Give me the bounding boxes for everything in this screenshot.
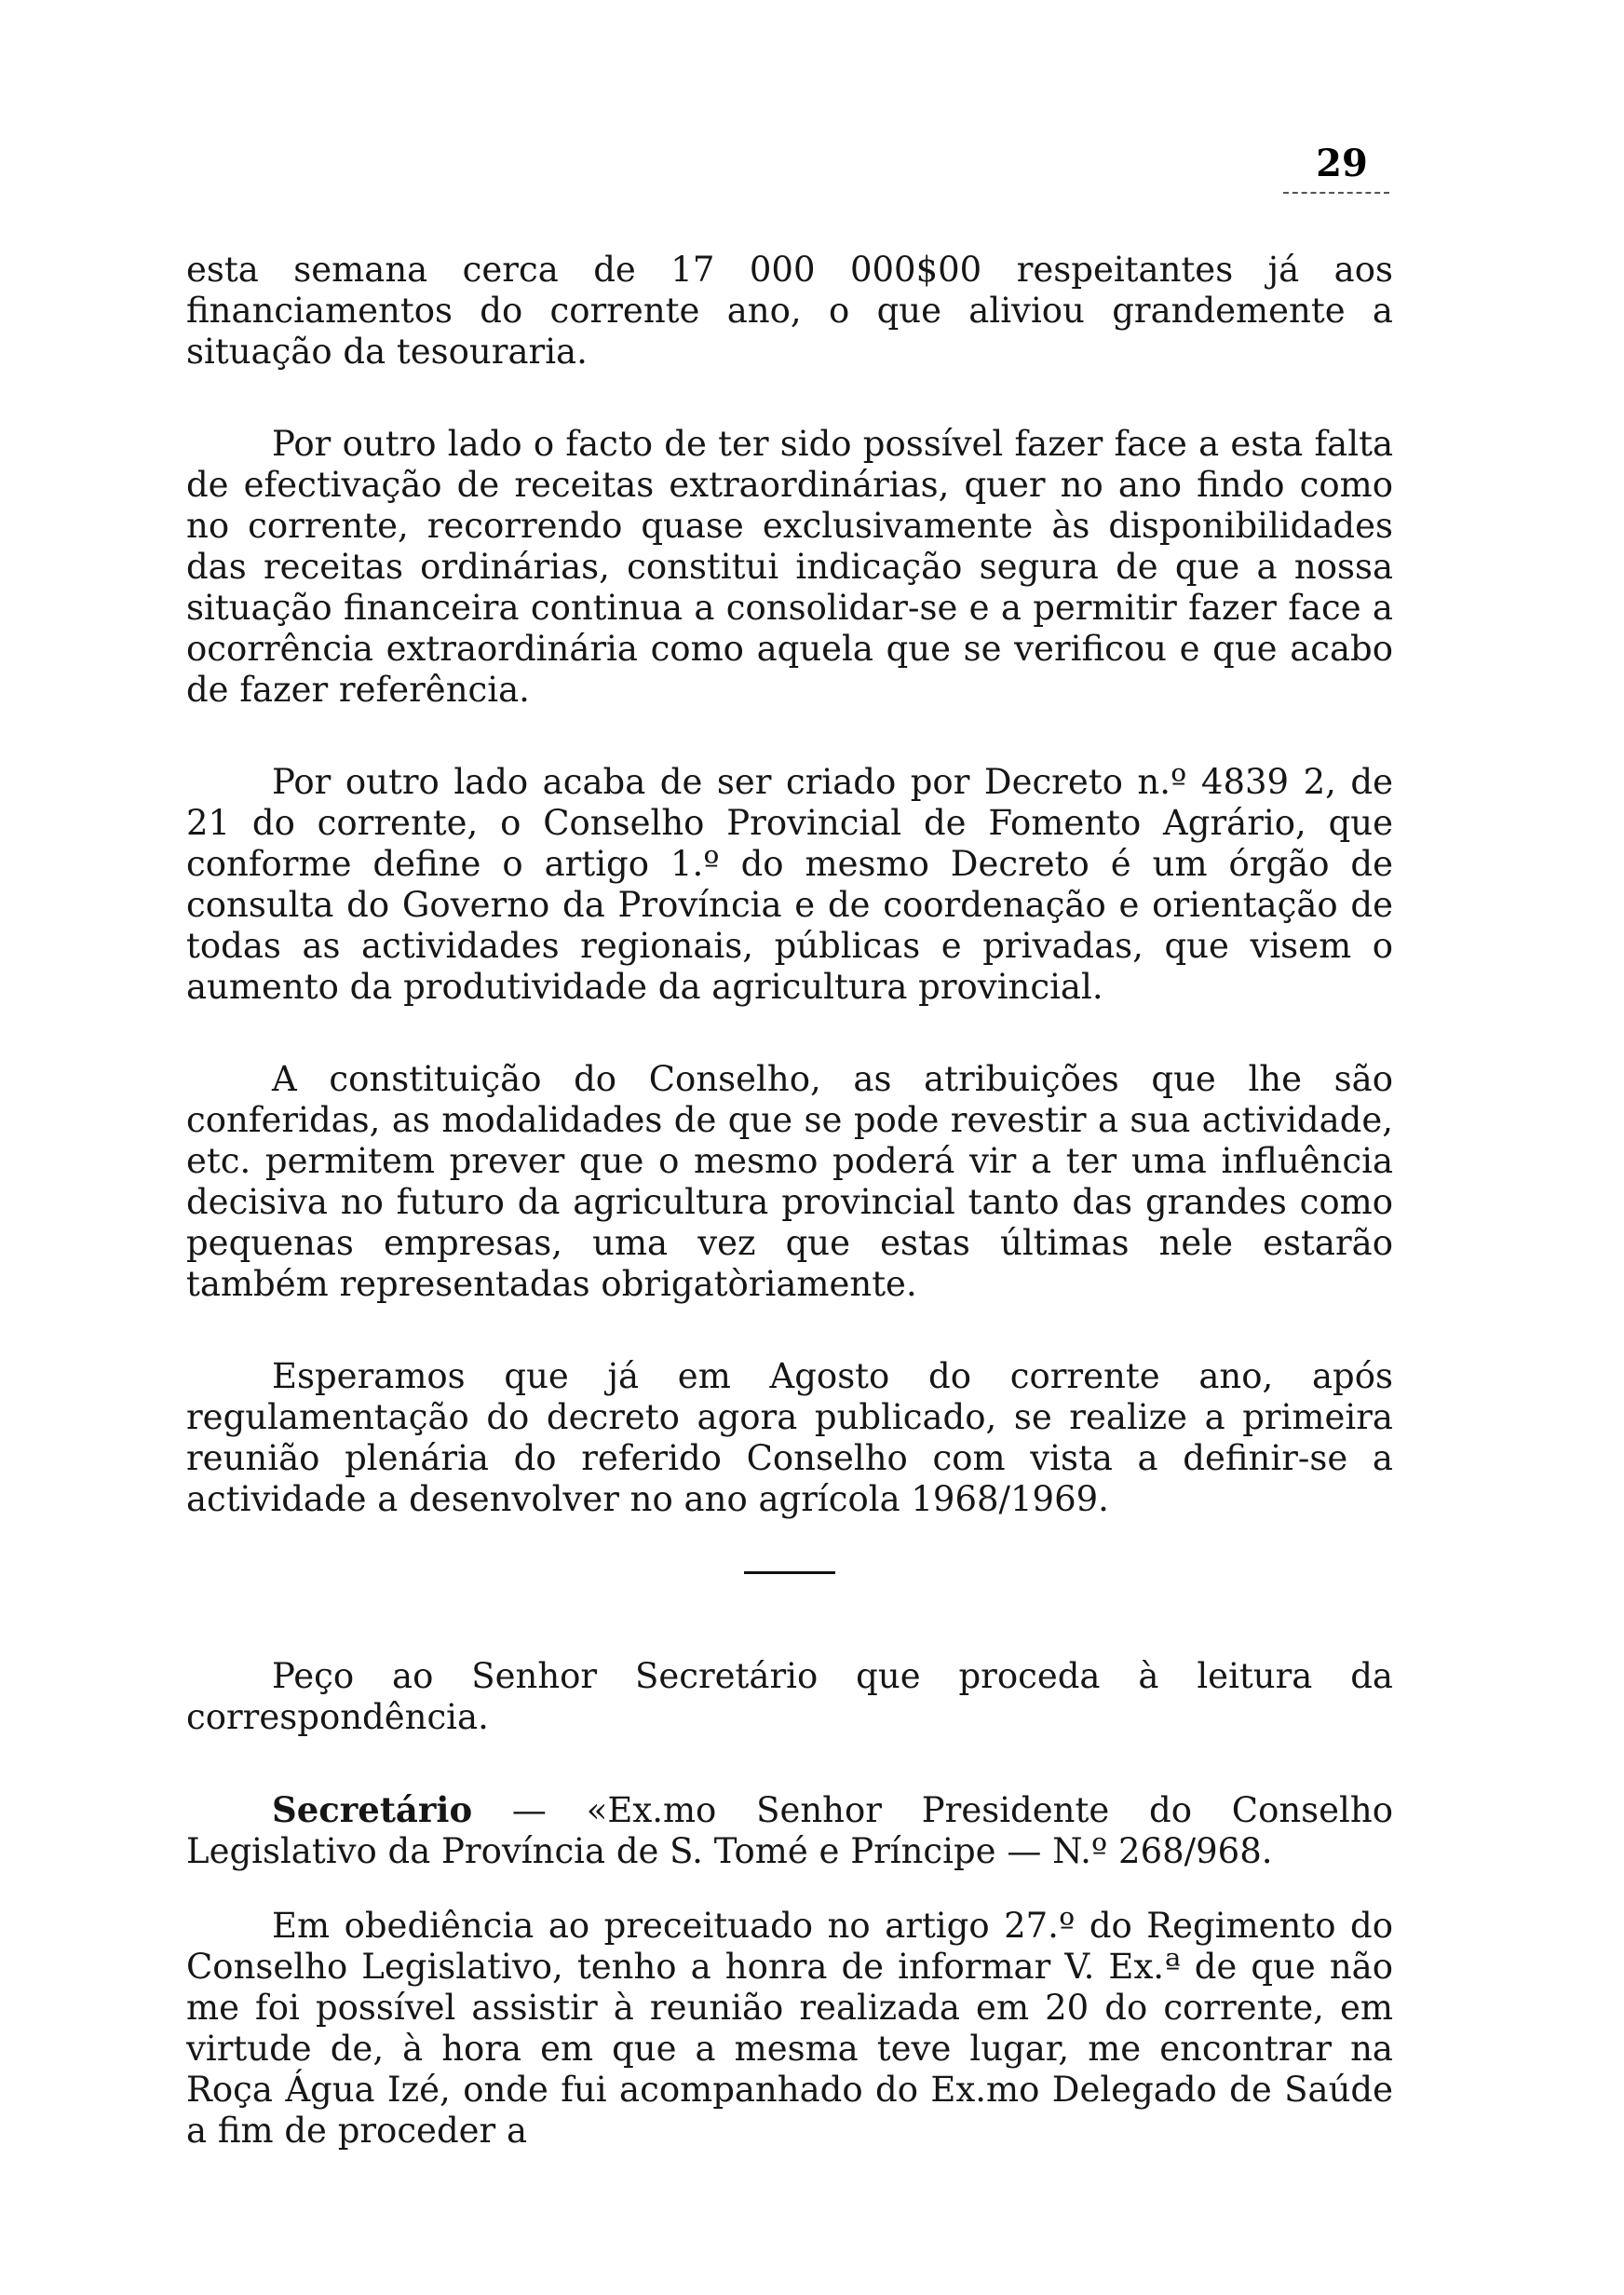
paragraph-3: Por outro lado acaba de ser criado por Decreto n.º 4839 2, de 21 do corrente, o Conselho Provincial de Fomento Agrário, que conforme define o artigo 1.º do mesmo Decreto é um órgão de consulta do Governo da Província e de coordenação e orientação de todas as actividades regionais, públicas e privadas, que visem o aumento da produtividade da agricultura provincial. [186, 762, 1393, 1007]
section-divider [744, 1571, 835, 1574]
secretary-paragraph [186, 1789, 1393, 1872]
paragraph-5: Esperamos que já em Agosto do corrente ano, após regulamentação do decreto agora publicado, se realize a primeira reunião plenária do referido Conselho com vista a definir-se a actividade a desenvolver no ano agrícola 1968/1969. [186, 1356, 1393, 1519]
speaker-name: Secretário [272, 1789, 473, 1830]
page-number: 29 [1316, 142, 1368, 185]
body-text [186, 250, 1393, 2203]
paragraph-6: Peço ao Senhor Secretário que proceda à leitura da correspondência. [186, 1656, 1393, 1737]
secretary-text: — «Ex.mo Senhor Presidente do Conselho Legislativo da Província de S. Tomé e Príncipe — N.º 268/968. [186, 1790, 1393, 1871]
paragraph-1: esta semana cerca de 17 000 000$00 respeitantes já aos financiamentos do corrente ano, o que aliviou grandemente a situação da tesouraria. [186, 250, 1393, 372]
letter-paragraph: Em obediência ao preceituado no artigo 27.º do Regimento do Conselho Legislativo, tenho a honra de informar V. Ex.ª de que não me foi possível assistir à reunião realizada em 20 do corrente, em virtude de, à hora em que a mesma teve lugar, me encontrar na Roça Água Izé, onde fui acompanhado do Ex.mo Delegado de Saúde a fim de proceder a [186, 1906, 1393, 2151]
paragraph-2: Por outro lado o facto de ter sido possível fazer face a esta falta de efectivação de receitas extraordinárias, quer no ano findo como no corrente, recorrendo quase exclusivamente às disponibilidades das receitas ordinárias, constitui indicação segura de que a nossa situação financeira continua a consolidar-se e a permitir fazer face a ocorrência extraordinária como aquela que se verificou e que acabo de fazer referência. [186, 424, 1393, 710]
page-number-rule [1283, 192, 1389, 194]
paragraph-4: A constituição do Conselho, as atribuições que lhe são conferidas, as modalidades de que se pode revestir a sua actividade, etc. permitem prever que o mesmo poderá vir a ter uma influência decisiva no futuro da agricultura provincial tanto das grandes como pequenas empresas, uma vez que estas últimas nele estarão também representadas obrigatòriamente. [186, 1059, 1393, 1304]
